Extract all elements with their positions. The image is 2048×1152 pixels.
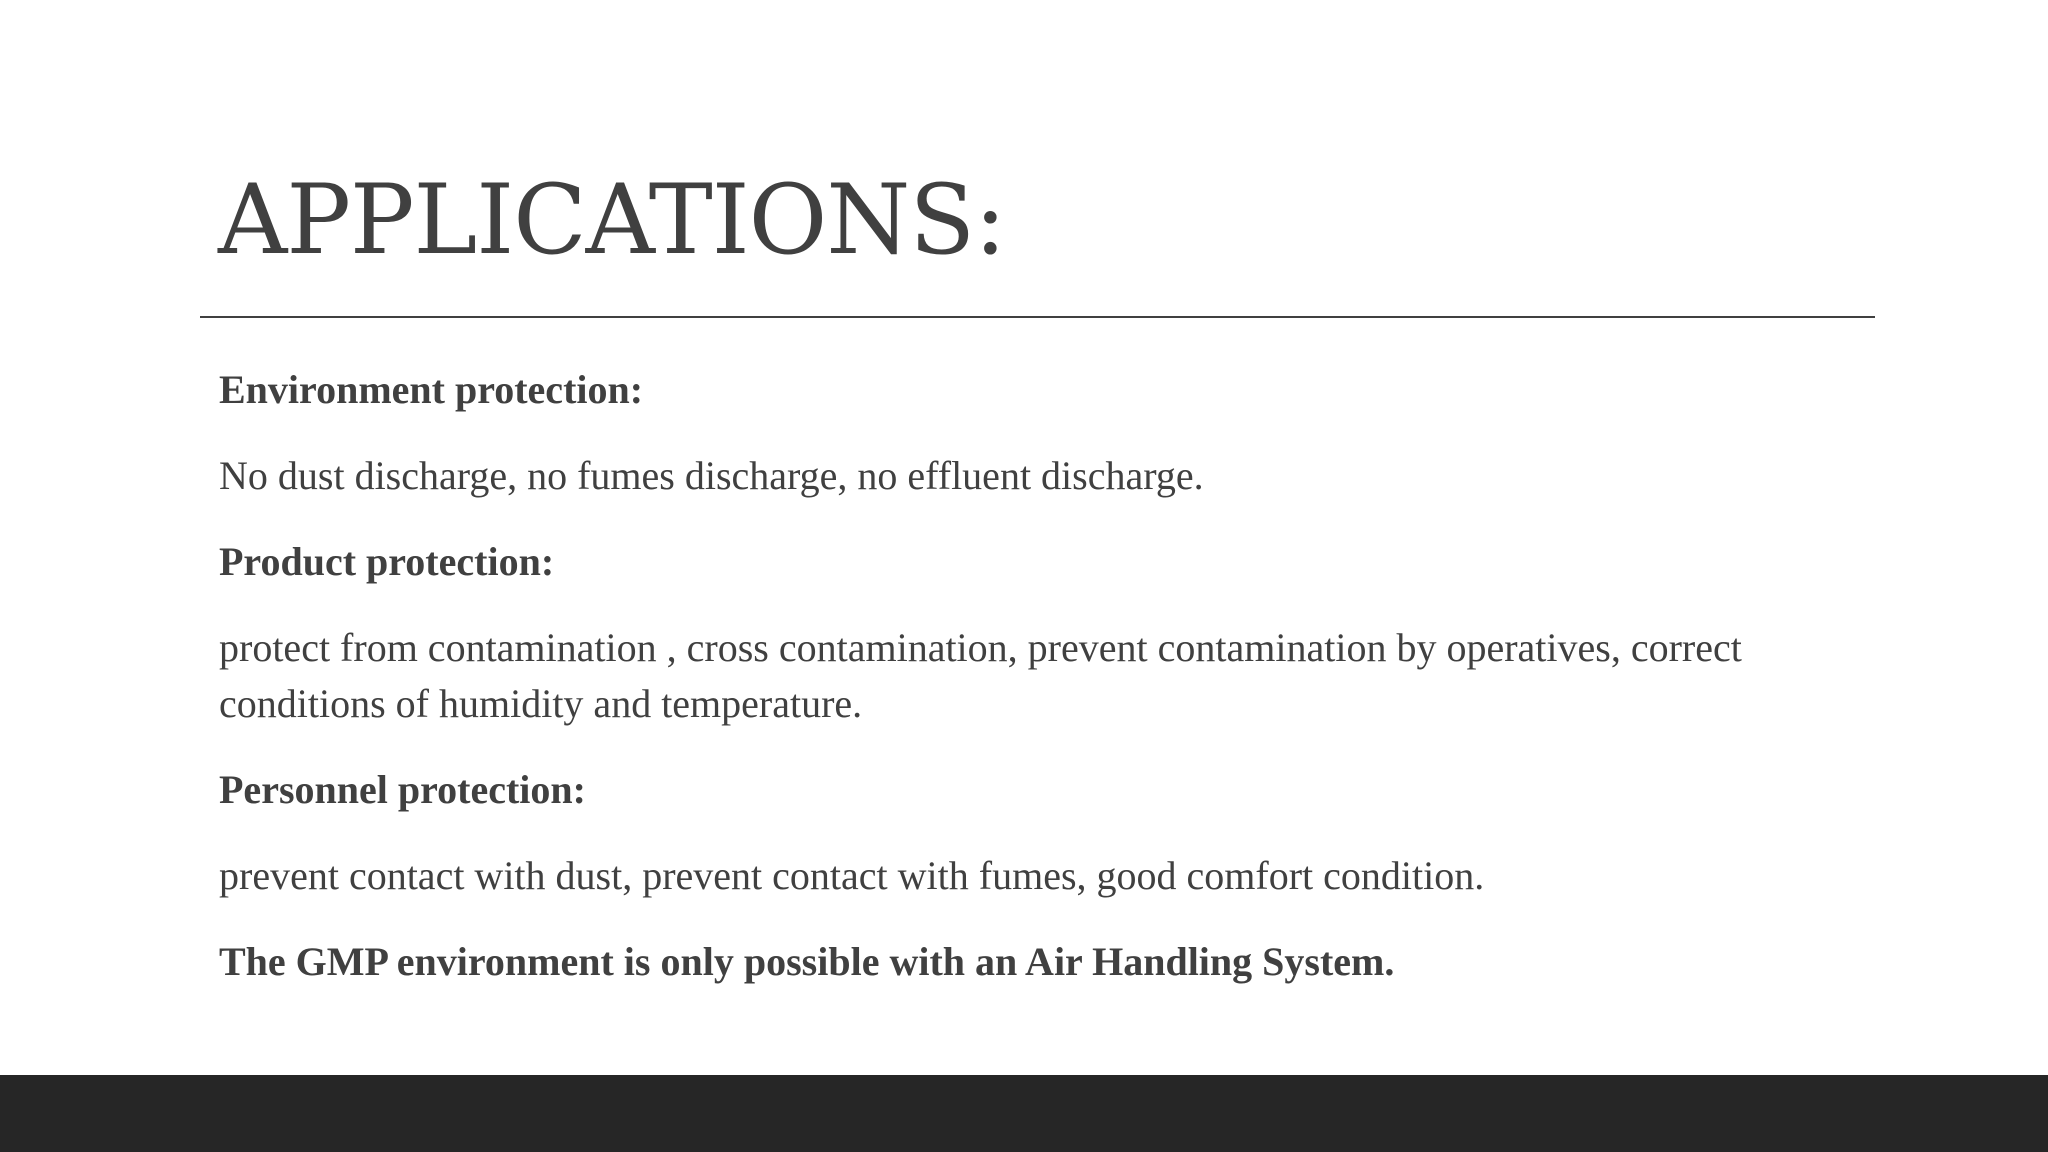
slide-title: APPLICATIONS: <box>218 164 1006 276</box>
personnel-protection-text: prevent contact with dust, prevent contact with fumes, good comfort condition. <box>219 853 1485 898</box>
product-protection-text: protect from contamination , cross contamination, prevent contamination by operatives, correct conditions of humidity and temperature. <box>219 625 1742 726</box>
gmp-statement: The GMP environment is only possible with an Air Handling System. <box>219 939 1395 984</box>
slide-body <box>219 362 1859 1020</box>
product-protection-heading: Product protection: <box>219 539 555 584</box>
environment-protection-heading: Environment protection: <box>219 367 644 412</box>
environment-protection-text: No dust discharge, no fumes discharge, no effluent discharge. <box>219 453 1204 498</box>
title-divider <box>200 316 1875 318</box>
footer-bar <box>0 1075 2048 1152</box>
personnel-protection-heading: Personnel protection: <box>219 767 586 812</box>
